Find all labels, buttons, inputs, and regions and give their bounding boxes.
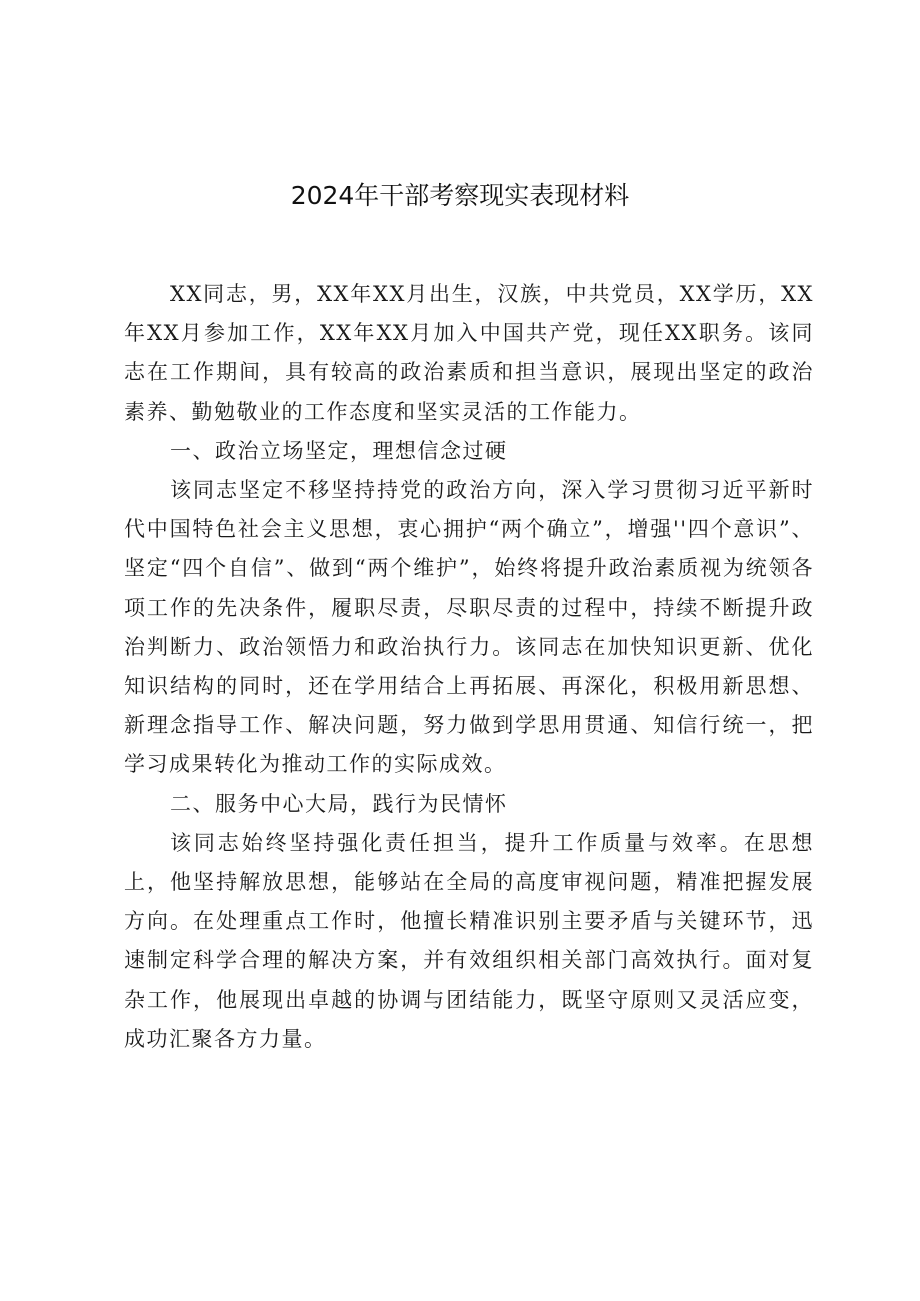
document-body [124,275,814,1059]
section-1-heading: 一、政治立场坚定，理想信念过硬 [170,438,508,463]
section-2-heading: 二、服务中心大局，践行为民情怀 [170,791,508,816]
document-title: 2024年干部考察现实表现材料 [290,181,630,210]
section-1-paragraph: 该同志坚定不移坚持持党的政治方向，深入学习贯彻习近平新时代中国特色社会主义思想，衷心拥护“两个确立”，增强''四个意识”、坚定“四个自信”、做到“两个维护”，始终将提升政治素质视为统领各项工作的先决条件，履职尽责，尽职尽责的过程中，持续不断提升政治判断力、政治领悟力和政治执行力。该同志在加快知识更新、优化知识结构的同时，还在学用结合上再拓展、再深化，积极用新思想、新理念指导工作、解决问题，努力做到学思用贯通、知信行统一，把学习成果转化为推动工作的实际成效。 [124,478,814,777]
section-2-paragraph: 该同志始终坚持强化责任担当，提升工作质量与效率。在思想上，他坚持解放思想，能够站在全局的高度审视问题，精准把握发展方向。在处理重点工作时，他擅长精准识别主要矛盾与关键环节，迅速制定科学合理的解决方案，并有效组织相关部门高效执行。面对复杂工作，他展现出卓越的协调与团结能力，既坚守原则又灵活应变，成功汇聚各方力量。 [124,830,814,1051]
intro-paragraph: XX同志，男，XX年XX月出生，汉族，中共党员，XX学历，XX年XX月参加工作，XX年XX月加入中国共产党，现任XX职务。该同志在工作期间，具有较高的政治素质和担当意识，展现出坚定的政治素养、勤勉敬业的工作态度和坚实灵活的工作能力。 [124,282,814,424]
